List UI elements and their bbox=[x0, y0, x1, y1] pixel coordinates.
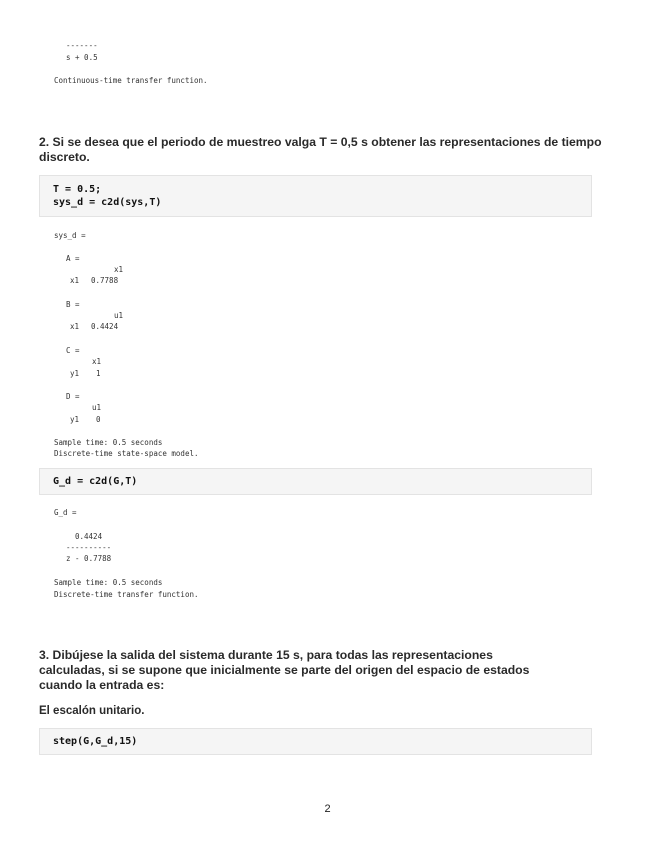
code-line-sys-d: sys_d = c2d(sys,T) bbox=[53, 197, 162, 208]
section-3-subheading: El escalón unitario. bbox=[39, 705, 145, 717]
b-col-header: u1 bbox=[114, 311, 124, 320]
code-block-c2d-sys[interactable] bbox=[39, 175, 592, 217]
g-d-label: G_d = bbox=[54, 508, 77, 517]
code-line-g-d: G_d = c2d(G,T) bbox=[53, 476, 138, 487]
a-value: 0.7788 bbox=[91, 276, 119, 285]
d-label: D = bbox=[66, 392, 80, 401]
a-row-header: x1 bbox=[70, 276, 80, 285]
code-line-step: step(G,G_d,15) bbox=[53, 736, 138, 747]
g-d-denominator: z - 0.7788 bbox=[66, 554, 112, 563]
code-line-t: T = 0.5; bbox=[53, 184, 102, 195]
g-d-numerator: 0.4424 bbox=[75, 532, 103, 541]
ss-sample-time: Sample time: 0.5 seconds bbox=[54, 438, 163, 447]
b-row-header: x1 bbox=[70, 322, 80, 331]
a-label: A = bbox=[66, 254, 80, 263]
d-row-header: y1 bbox=[70, 415, 80, 424]
d-col-header: u1 bbox=[92, 403, 102, 412]
d-value: 0 bbox=[96, 415, 101, 424]
code-block-c2d-g[interactable] bbox=[39, 468, 592, 495]
tf-discrete-caption: Discrete-time transfer function. bbox=[54, 590, 199, 599]
c-row-header: y1 bbox=[70, 369, 80, 378]
tf-caption: Continuous-time transfer function. bbox=[54, 76, 208, 85]
ss-caption: Discrete-time state-space model. bbox=[54, 449, 199, 458]
c-label: C = bbox=[66, 346, 80, 355]
tf-sample-time: Sample time: 0.5 seconds bbox=[54, 578, 163, 587]
g-d-dashes: ---------- bbox=[66, 543, 112, 552]
tf-denominator: s + 0.5 bbox=[66, 53, 98, 62]
page-number: 2 bbox=[324, 803, 331, 815]
section-2-heading: 2. Si se desea que el periodo de muestreo valga T = 0,5 s obtener las representaciones de tiempo discreto. bbox=[39, 135, 602, 164]
a-col-header: x1 bbox=[114, 265, 124, 274]
section-3-heading: 3. Dibújese la salida del sistema durante 15 s, para todas las representaciones calculadas, si se supone que inicialmente se parte del origen del espacio de estados cuando la entrada es: bbox=[39, 648, 530, 692]
tf-dashes: ------- bbox=[66, 41, 98, 50]
c-col-header: x1 bbox=[92, 357, 102, 366]
b-label: B = bbox=[66, 300, 80, 309]
code-block-step[interactable] bbox=[39, 728, 592, 755]
c-value: 1 bbox=[96, 369, 101, 378]
sys-d-label: sys_d = bbox=[54, 231, 86, 240]
b-value: 0.4424 bbox=[91, 322, 119, 331]
